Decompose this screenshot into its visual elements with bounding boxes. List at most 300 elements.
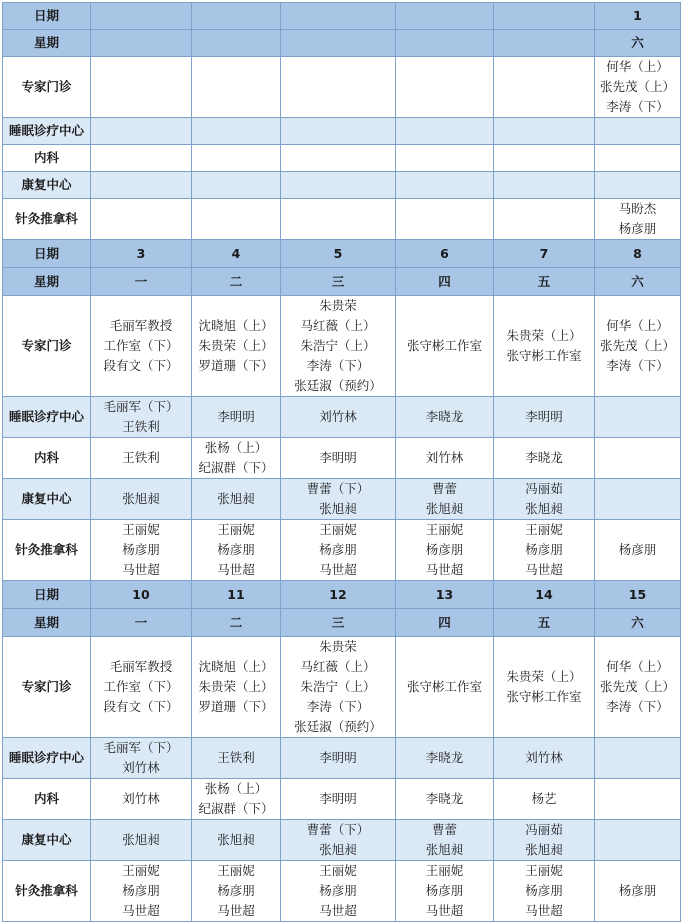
schedule-cell	[192, 738, 281, 779]
doctor-entry: 张旭昶	[319, 501, 357, 516]
dept-label-text: 康复中心	[21, 177, 72, 192]
schedule-cell	[91, 861, 192, 922]
weekday-cell	[494, 268, 595, 296]
weekday-cell	[192, 609, 281, 637]
schedule-cell	[281, 118, 396, 145]
doctor-entry: 张先茂（上）	[599, 679, 675, 694]
schedule-cell	[281, 779, 396, 820]
doctor-entry: 张杨（上）	[204, 781, 268, 796]
dept-row-outpatient	[3, 57, 681, 118]
doctor-entry: 曹蕾	[431, 822, 457, 837]
doctor-entry: 朱浩宁（上）	[300, 338, 376, 353]
weekday-cell	[396, 609, 494, 637]
schedule-cell	[494, 57, 595, 118]
doctor-entry: 毛丽军（下）	[103, 740, 179, 755]
schedule-cell	[595, 199, 681, 240]
schedule-cell	[91, 520, 192, 581]
weekday-cell	[494, 609, 595, 637]
schedule-cell	[192, 520, 281, 581]
date-cell	[91, 3, 192, 30]
doctor-entry: 马世超	[122, 903, 160, 918]
doctor-entry: 王铁利	[122, 450, 160, 465]
schedule-cell	[281, 637, 396, 738]
doctor-entry: 李明明	[319, 791, 357, 806]
doctor-entry: 李明明	[319, 450, 357, 465]
weekday-value: 六	[631, 35, 644, 50]
dept-label-text: 针灸推拿科	[15, 211, 78, 226]
date-row	[3, 240, 681, 268]
doctor-entry: 王铁利	[217, 750, 255, 765]
doctor-entry: 罗道珊（下）	[198, 358, 274, 373]
weekday-cell	[281, 30, 396, 57]
doctor-entry: 罗道珊（下）	[198, 699, 274, 714]
doctor-entry: 杨艺	[531, 791, 557, 806]
schedule-cell	[91, 199, 192, 240]
schedule-cell	[494, 438, 595, 479]
doctor-entry: 杨彦朋	[319, 883, 357, 898]
weekday-label-text: 星期	[33, 273, 59, 289]
doctor-entry: 曹蕾（下）	[306, 481, 370, 496]
doctor-entry: 纪淑群（下）	[198, 460, 274, 475]
dept-label	[3, 145, 91, 172]
dept-row-internal-medicine	[3, 145, 681, 172]
schedule-cell	[192, 397, 281, 438]
schedule-cell	[494, 199, 595, 240]
weekday-value: 一	[134, 273, 148, 289]
doctor-entry: 王丽妮	[525, 863, 563, 878]
schedule-cell	[396, 172, 494, 199]
doctor-entry: 沈晓旭（上）	[198, 659, 274, 674]
doctor-entry: 杨彦朋	[425, 883, 464, 898]
schedule-cell	[281, 820, 396, 861]
weekday-value: 六	[631, 614, 644, 630]
date-value: 7	[539, 245, 549, 261]
doctor-entry: 马世超	[425, 562, 464, 577]
dept-row-outpatient	[3, 637, 681, 738]
date-cell	[396, 581, 494, 609]
doctor-entry: 马世超	[319, 903, 357, 918]
schedule-cell	[192, 118, 281, 145]
dept-label-text: 内科	[33, 150, 59, 165]
dept-label	[3, 479, 91, 520]
doctor-entry: 毛丽军教授	[109, 659, 173, 674]
dept-label-text: 睡眠诊疗中心	[8, 409, 84, 424]
doctor-entry: 冯丽茹	[525, 822, 563, 837]
schedule-cell	[192, 172, 281, 199]
date-value: 13	[435, 586, 454, 602]
dept-label	[3, 861, 91, 922]
dept-label-text: 内科	[33, 450, 59, 465]
schedule-cell	[396, 438, 494, 479]
dept-row-sleep-center	[3, 397, 681, 438]
date-cell	[595, 3, 681, 30]
doctor-entry: 马世超	[425, 903, 464, 918]
doctor-entry: 杨彦朋	[425, 542, 464, 557]
schedule-cell	[396, 820, 494, 861]
doctor-entry: 沈晓旭（上）	[198, 318, 274, 333]
doctor-entry: 李晓龙	[525, 450, 563, 465]
dept-label-text: 内科	[33, 791, 59, 806]
weekday-label-text: 星期	[33, 35, 59, 50]
schedule-cell	[396, 779, 494, 820]
date-label	[3, 581, 91, 609]
schedule-cell	[396, 145, 494, 172]
weekday-cell	[396, 30, 494, 57]
weekday-value: 四	[438, 614, 451, 630]
date-label-text: 日期	[33, 8, 59, 23]
doctor-entry: 张旭昶	[425, 842, 464, 857]
doctor-entry: 朱贵荣（上）	[506, 669, 582, 684]
weekday-label	[3, 30, 91, 57]
schedule-cell	[281, 397, 396, 438]
doctor-entry: 李涛（下）	[306, 699, 370, 714]
dept-row-rehab-center	[3, 820, 681, 861]
doctor-entry: 纪淑群（下）	[198, 801, 274, 816]
schedule-cell	[396, 397, 494, 438]
dept-label-text: 康复中心	[21, 491, 72, 506]
dept-label-text: 睡眠诊疗中心	[8, 750, 84, 765]
dept-row-acupuncture	[3, 520, 681, 581]
date-label	[3, 3, 91, 30]
doctor-entry: 张廷淑（预约）	[294, 719, 382, 734]
dept-label	[3, 779, 91, 820]
weekday-cell	[494, 30, 595, 57]
weekday-value: 六	[631, 273, 644, 289]
doctor-entry: 张旭昶	[122, 491, 160, 506]
weekday-label	[3, 268, 91, 296]
doctor-entry: 王丽妮	[425, 863, 464, 878]
date-cell	[281, 3, 396, 30]
schedule-cell	[494, 738, 595, 779]
doctor-entry: 李涛（下）	[306, 358, 370, 373]
doctor-entry: 王丽妮	[319, 522, 357, 537]
dept-row-rehab-center	[3, 172, 681, 199]
date-value: 6	[440, 245, 449, 261]
schedule-cell	[494, 520, 595, 581]
schedule-cell	[91, 57, 192, 118]
schedule-cell	[91, 397, 192, 438]
dept-label	[3, 738, 91, 779]
weekday-value: 四	[438, 273, 451, 289]
schedule-cell	[396, 118, 494, 145]
schedule-cell	[192, 820, 281, 861]
schedule-cell	[396, 57, 494, 118]
doctor-entry: 工作室（下）	[103, 679, 179, 694]
weekday-cell	[91, 30, 192, 57]
doctor-entry: 马红薇（上）	[300, 659, 376, 674]
doctor-entry: 杨彦朋	[525, 542, 563, 557]
schedule-cell	[192, 199, 281, 240]
dept-row-internal-medicine	[3, 438, 681, 479]
schedule-cell	[494, 296, 595, 397]
doctor-entry: 朱贵荣（上）	[506, 328, 582, 343]
schedule-cell	[281, 520, 396, 581]
dept-label	[3, 199, 91, 240]
schedule-cell	[192, 779, 281, 820]
doctor-entry: 王丽妮	[217, 522, 255, 537]
doctor-entry: 毛丽军（下）	[103, 399, 179, 414]
doctor-entry: 马世超	[122, 562, 160, 577]
dept-label-text: 针灸推拿科	[15, 542, 78, 557]
schedule-cell	[192, 438, 281, 479]
doctor-entry: 王丽妮	[122, 522, 160, 537]
date-cell	[396, 240, 494, 268]
doctor-entry: 杨彦朋	[618, 221, 657, 236]
schedule-cell	[281, 172, 396, 199]
date-cell	[192, 581, 281, 609]
schedule-cell	[595, 172, 681, 199]
doctor-entry: 杨彦朋	[525, 883, 563, 898]
schedule-cell	[595, 820, 681, 861]
dept-row-sleep-center	[3, 738, 681, 779]
date-value: 14	[535, 586, 553, 602]
schedule-cell	[494, 861, 595, 922]
doctor-entry: 刘竹林	[425, 450, 464, 465]
weekday-label-text: 星期	[33, 614, 59, 630]
schedule-cell	[192, 861, 281, 922]
doctor-entry: 张先茂（上）	[599, 79, 675, 94]
dept-label	[3, 397, 91, 438]
doctor-entry: 冯丽茹	[525, 481, 563, 496]
doctor-entry: 何华（上）	[606, 318, 669, 333]
doctor-entry: 工作室（下）	[103, 338, 179, 353]
weekday-value: 三	[331, 614, 345, 630]
schedule-cell	[595, 438, 681, 479]
date-value: 8	[633, 245, 642, 261]
date-row	[3, 3, 681, 30]
date-cell	[595, 240, 681, 268]
schedule-cell	[494, 779, 595, 820]
doctor-entry: 张旭昶	[525, 501, 563, 516]
weekday-row	[3, 268, 681, 296]
doctor-entry: 张守彬工作室	[506, 689, 582, 704]
schedule-cell	[192, 637, 281, 738]
date-value: 5	[333, 245, 343, 261]
doctor-entry: 李涛（下）	[606, 699, 669, 714]
schedule-cell	[494, 172, 595, 199]
schedule-cell	[494, 637, 595, 738]
schedule-cell	[595, 637, 681, 738]
date-value: 15	[628, 586, 647, 602]
schedule-cell	[494, 820, 595, 861]
doctor-entry: 曹蕾（下）	[306, 822, 370, 837]
schedule-cell	[91, 779, 192, 820]
clinic-schedule-table	[2, 2, 681, 922]
date-label-text: 日期	[33, 586, 59, 602]
schedule-cell	[281, 861, 396, 922]
doctor-entry: 何华（上）	[606, 59, 669, 74]
schedule-cell	[595, 296, 681, 397]
doctor-entry: 张旭昶	[122, 832, 160, 847]
schedule-cell	[396, 296, 494, 397]
schedule-cell	[281, 57, 396, 118]
weekday-value: 一	[134, 614, 148, 630]
schedule-cell	[494, 397, 595, 438]
schedule-cell	[396, 861, 494, 922]
doctor-entry: 张旭昶	[217, 832, 255, 847]
schedule-cell	[396, 520, 494, 581]
schedule-cell	[281, 199, 396, 240]
weekday-row	[3, 30, 681, 57]
doctor-entry: 张守彬工作室	[506, 348, 582, 363]
doctor-entry: 张旭昶	[217, 491, 255, 506]
doctor-entry: 刘竹林	[319, 409, 357, 424]
schedule-cell	[595, 145, 681, 172]
schedule-cell	[91, 438, 192, 479]
doctor-entry: 杨彦朋	[122, 883, 160, 898]
date-cell	[494, 3, 595, 30]
date-cell	[281, 240, 396, 268]
doctor-entry: 张旭昶	[525, 842, 563, 857]
weekday-cell	[396, 268, 494, 296]
doctor-entry: 段有文（下）	[103, 699, 179, 714]
doctor-entry: 李明明	[319, 750, 357, 765]
doctor-entry: 张守彬工作室	[406, 679, 482, 694]
schedule-cell	[91, 637, 192, 738]
dept-label	[3, 172, 91, 199]
schedule-cell	[595, 779, 681, 820]
weekday-cell	[595, 30, 681, 57]
doctor-entry: 马盼杰	[618, 201, 657, 216]
schedule-cell	[595, 861, 681, 922]
date-cell	[91, 581, 192, 609]
dept-label-text: 针灸推拿科	[15, 883, 78, 898]
dept-label-text: 专家门诊	[21, 79, 72, 94]
date-value: 12	[329, 586, 347, 602]
schedule-cell	[91, 479, 192, 520]
doctor-entry: 毛丽军教授	[109, 318, 173, 333]
doctor-entry: 王丽妮	[525, 522, 563, 537]
dept-label-text: 专家门诊	[21, 338, 72, 353]
date-cell	[192, 240, 281, 268]
schedule-cell	[494, 145, 595, 172]
doctor-entry: 何华（上）	[606, 659, 669, 674]
doctor-entry: 王铁利	[122, 419, 160, 434]
doctor-entry: 王丽妮	[122, 863, 160, 878]
schedule-cell	[192, 296, 281, 397]
schedule-cell	[91, 118, 192, 145]
doctor-entry: 张守彬工作室	[406, 338, 482, 353]
date-value: 3	[136, 245, 146, 261]
schedule-cell	[91, 172, 192, 199]
schedule-cell	[595, 57, 681, 118]
date-cell	[396, 3, 494, 30]
schedule-cell	[91, 296, 192, 397]
dept-label	[3, 118, 91, 145]
schedule-container	[2, 2, 681, 922]
doctor-entry: 马世超	[217, 562, 255, 577]
dept-label-text: 专家门诊	[21, 679, 72, 694]
dept-label-text: 康复中心	[21, 832, 72, 847]
schedule-cell	[281, 479, 396, 520]
weekday-cell	[91, 609, 192, 637]
doctor-entry: 杨彦朋	[217, 542, 255, 557]
schedule-cell	[396, 637, 494, 738]
schedule-cell	[494, 118, 595, 145]
dept-row-outpatient	[3, 296, 681, 397]
dept-label	[3, 438, 91, 479]
weekday-cell	[192, 30, 281, 57]
weekday-row	[3, 609, 681, 637]
doctor-entry: 马世超	[217, 903, 255, 918]
date-label	[3, 240, 91, 268]
schedule-cell	[192, 479, 281, 520]
weekday-cell	[91, 268, 192, 296]
doctor-entry: 杨彦朋	[122, 542, 160, 557]
weekday-cell	[595, 609, 681, 637]
date-cell	[595, 581, 681, 609]
weekday-cell	[595, 268, 681, 296]
doctor-entry: 刘竹林	[122, 791, 160, 806]
doctor-entry: 杨彦朋	[618, 883, 657, 898]
dept-label	[3, 637, 91, 738]
doctor-entry: 李明明	[525, 409, 563, 424]
dept-row-internal-medicine	[3, 779, 681, 820]
doctor-entry: 李明明	[217, 409, 255, 424]
weekday-value: 三	[331, 273, 345, 289]
schedule-cell	[494, 479, 595, 520]
doctor-entry: 刘竹林	[525, 750, 563, 765]
doctor-entry: 李晓龙	[425, 791, 464, 806]
date-value: 1	[633, 8, 642, 23]
schedule-cell	[595, 118, 681, 145]
doctor-entry: 李晓龙	[425, 409, 464, 424]
weekday-cell	[281, 268, 396, 296]
doctor-entry: 李涛（下）	[606, 358, 669, 373]
date-cell	[192, 3, 281, 30]
doctor-entry: 朱贵荣	[319, 298, 357, 313]
dept-label	[3, 296, 91, 397]
doctor-entry: 李涛（下）	[606, 99, 669, 114]
weekday-cell	[192, 268, 281, 296]
dept-label	[3, 820, 91, 861]
schedule-body	[3, 3, 681, 922]
date-value: 10	[132, 586, 150, 602]
weekday-value: 二	[229, 614, 243, 630]
dept-label	[3, 520, 91, 581]
schedule-cell	[192, 57, 281, 118]
dept-row-rehab-center	[3, 479, 681, 520]
schedule-cell	[595, 520, 681, 581]
schedule-cell	[396, 199, 494, 240]
weekday-value: 五	[537, 614, 551, 630]
doctor-entry: 段有文（下）	[103, 358, 179, 373]
schedule-cell	[281, 296, 396, 397]
weekday-value: 五	[537, 273, 551, 289]
doctor-entry: 张先茂（上）	[599, 338, 675, 353]
doctor-entry: 张廷淑（预约）	[294, 378, 382, 393]
dept-label-text: 睡眠诊疗中心	[8, 123, 84, 138]
weekday-value: 二	[229, 273, 243, 289]
doctor-entry: 马世超	[525, 562, 563, 577]
weekday-cell	[281, 609, 396, 637]
date-row	[3, 581, 681, 609]
doctor-entry: 张旭昶	[319, 842, 357, 857]
weekday-label	[3, 609, 91, 637]
dept-row-acupuncture	[3, 861, 681, 922]
dept-row-sleep-center	[3, 118, 681, 145]
schedule-cell	[91, 738, 192, 779]
schedule-cell	[396, 738, 494, 779]
doctor-entry: 李晓龙	[425, 750, 464, 765]
date-cell	[281, 581, 396, 609]
doctor-entry: 马红薇（上）	[300, 318, 376, 333]
date-cell	[494, 581, 595, 609]
date-label-text: 日期	[33, 245, 59, 261]
doctor-entry: 朱浩宁（上）	[300, 679, 376, 694]
dept-row-acupuncture	[3, 199, 681, 240]
doctor-entry: 杨彦朋	[319, 542, 357, 557]
